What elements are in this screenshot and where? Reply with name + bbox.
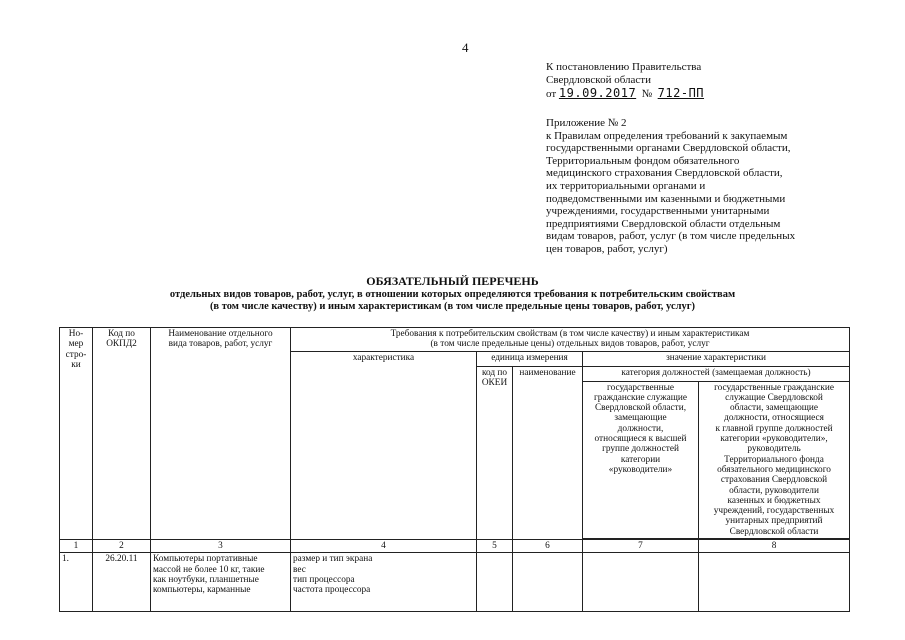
appendix-line: к Правилам определения требований к закупаемым (546, 129, 788, 142)
resolution-reference (546, 61, 704, 101)
appendix-block (546, 117, 856, 256)
table-row (60, 553, 850, 612)
subtitle-line-2: (в том числе качеству) и иным характеристикам (в том числе предельные цены товаров, работ, услуг) (209, 301, 696, 312)
column-number: 8 (699, 540, 850, 553)
resolution-date: 19.09.2017 (558, 86, 637, 100)
resolution-date-line (546, 87, 704, 101)
header-characteristic: характеристика (291, 351, 477, 539)
subtitle-line-1: отдельных видов товаров, работ, услуг, в отношении которых определяются требования к потребительским свойствам (169, 289, 736, 300)
row-number: 1. (60, 553, 93, 612)
header-requirements: Требования к потребительским свойствам (в том числе качеству) и иным характеристикам (в том числе предельные цены) отдельных видов товаров, работ, услуг (291, 328, 850, 352)
document-subtitle (0, 289, 905, 313)
appendix-line: видам товаров, работ, услуг (в том числе предельных (546, 230, 796, 243)
column-number: 3 (151, 540, 291, 553)
header-values: значение характеристики (583, 351, 850, 366)
header-value-main-group: государственные гражданские служащие Свердловской области, замещающие должности, относящиеся к главной группе должностей категории «руководители», руководитель Территориального фонда обязательного медицинского страхования Свердловской области, руководители казенных и бюджетных учреждений, государственных унитарных предприятий Свердловской области (699, 381, 850, 538)
appendix-line: медицинского страхования Свердловской области, (546, 167, 783, 180)
header-unit: единица измерения (477, 351, 583, 366)
resolution-line-2: Свердловской области (546, 74, 651, 86)
header-unit-name: наименование (513, 366, 583, 539)
resolution-line-1: К постановлению Правительства (546, 61, 702, 73)
appendix-line: цен товаров, работ, услуг) (546, 242, 668, 255)
header-value-top-group: государственные гражданские служащие Свердловской области, замещающие должности, относящиеся к высшей группе должностей категории «руководители» (583, 381, 699, 538)
appendix-line: подведомственными им казенными и бюджетными (546, 192, 786, 205)
appendix-line: Территориальным фондом обязательного (546, 154, 740, 167)
row-value-main-group (699, 553, 850, 612)
document-title: ОБЯЗАТЕЛЬНЫЙ ПЕРЕЧЕНЬ (366, 274, 539, 288)
appendix-line: их территориальными органами и (546, 179, 706, 192)
column-number: 1 (60, 540, 93, 553)
date-prefix: от (546, 88, 557, 100)
appendix-line: учреждениями, государственными унитарными (546, 205, 770, 218)
row-unit-code (477, 553, 513, 612)
header-item-name: Наименование отдельного вида товаров, работ, услуг (151, 328, 291, 540)
row-unit-name (513, 553, 583, 612)
header-position-category: категория должностей (замещаемая должность) (583, 366, 850, 381)
row-okpd-code: 26.20.11 (93, 553, 151, 612)
column-number: 7 (583, 540, 699, 553)
row-item-name: Компьютеры портативные массой не более 10 кг, такие как ноутбуки, планшетные компьютеры, карманные (151, 553, 291, 612)
header-row-number: Но- мер стро- ки (60, 328, 93, 540)
appendix-line: государственными органами Свердловской области, (546, 142, 791, 155)
column-number: 2 (93, 540, 151, 553)
column-number: 4 (291, 540, 477, 553)
row-characteristics: размер и тип экрана вес тип процессора частота процессора (291, 553, 477, 612)
page-number: 4 (462, 40, 469, 55)
number-prefix: № (641, 88, 653, 100)
row-value-top-group (583, 553, 699, 612)
column-number: 5 (477, 540, 513, 553)
appendix-title: Приложение № 2 (546, 117, 627, 129)
appendix-line: предприятиями Свердловской области отдельным (546, 217, 781, 230)
header-unit-code: код по ОКЕИ (477, 366, 513, 539)
requirements-table (59, 327, 850, 612)
resolution-number: 712-ПП (657, 86, 705, 100)
column-number: 6 (513, 540, 583, 553)
header-okpd-code: Код по ОКПД2 (93, 328, 151, 540)
